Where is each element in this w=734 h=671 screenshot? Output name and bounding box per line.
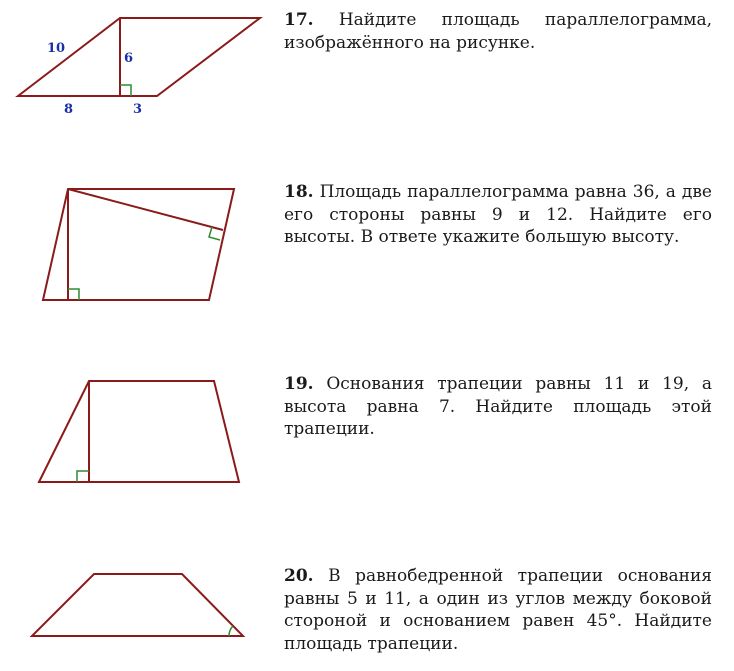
problem-number: 18. [284, 182, 314, 202]
problem-19 [284, 373, 712, 441]
angle-arc-20 [229, 626, 233, 636]
problem-text: Площадь параллелограмма равна 36, а две его стороны равны 9 и 12. Найдите его высоты. В ответе укажите большую высоту. [284, 182, 712, 247]
right-angle-mark-18-a [68, 289, 79, 300]
right-angle-mark-17 [120, 85, 131, 96]
label-side-17: 10 [47, 41, 66, 56]
parallelogram-17 [18, 18, 260, 96]
height-line-18-b [68, 189, 223, 230]
figure-17-parallelogram [18, 18, 260, 117]
right-angle-mark-19 [77, 471, 89, 482]
parallelogram-18 [43, 189, 234, 300]
problem-number: 17. [284, 10, 314, 30]
trapezoid-20 [32, 574, 243, 636]
trapezoid-19 [39, 381, 239, 482]
figure-19-trapezoid [39, 381, 239, 482]
figure-20-isosceles-trapezoid [32, 574, 243, 636]
label-base-right-17: 3 [133, 102, 143, 117]
problem-18 [284, 181, 712, 249]
problem-20 [284, 565, 712, 655]
label-height-17: 6 [124, 51, 134, 66]
problem-text: Основания трапеции равны 11 и 19, а высота равна 7. Найдите площадь этой трапеции. [284, 374, 713, 439]
problem-17 [284, 9, 712, 54]
problem-number: 19. [284, 374, 314, 394]
label-base-left-17: 8 [64, 102, 74, 117]
problem-text: Найдите площадь параллелограмма, изображённого на рисунке. [284, 10, 712, 53]
problem-text: В равнобедренной трапеции основания равны 5 и 11, а один из углов между боковой стороной и основанием равен 45°. Найдите площадь трапеции. [284, 566, 712, 654]
figure-18-parallelogram [43, 189, 234, 300]
problem-number: 20. [284, 566, 314, 586]
